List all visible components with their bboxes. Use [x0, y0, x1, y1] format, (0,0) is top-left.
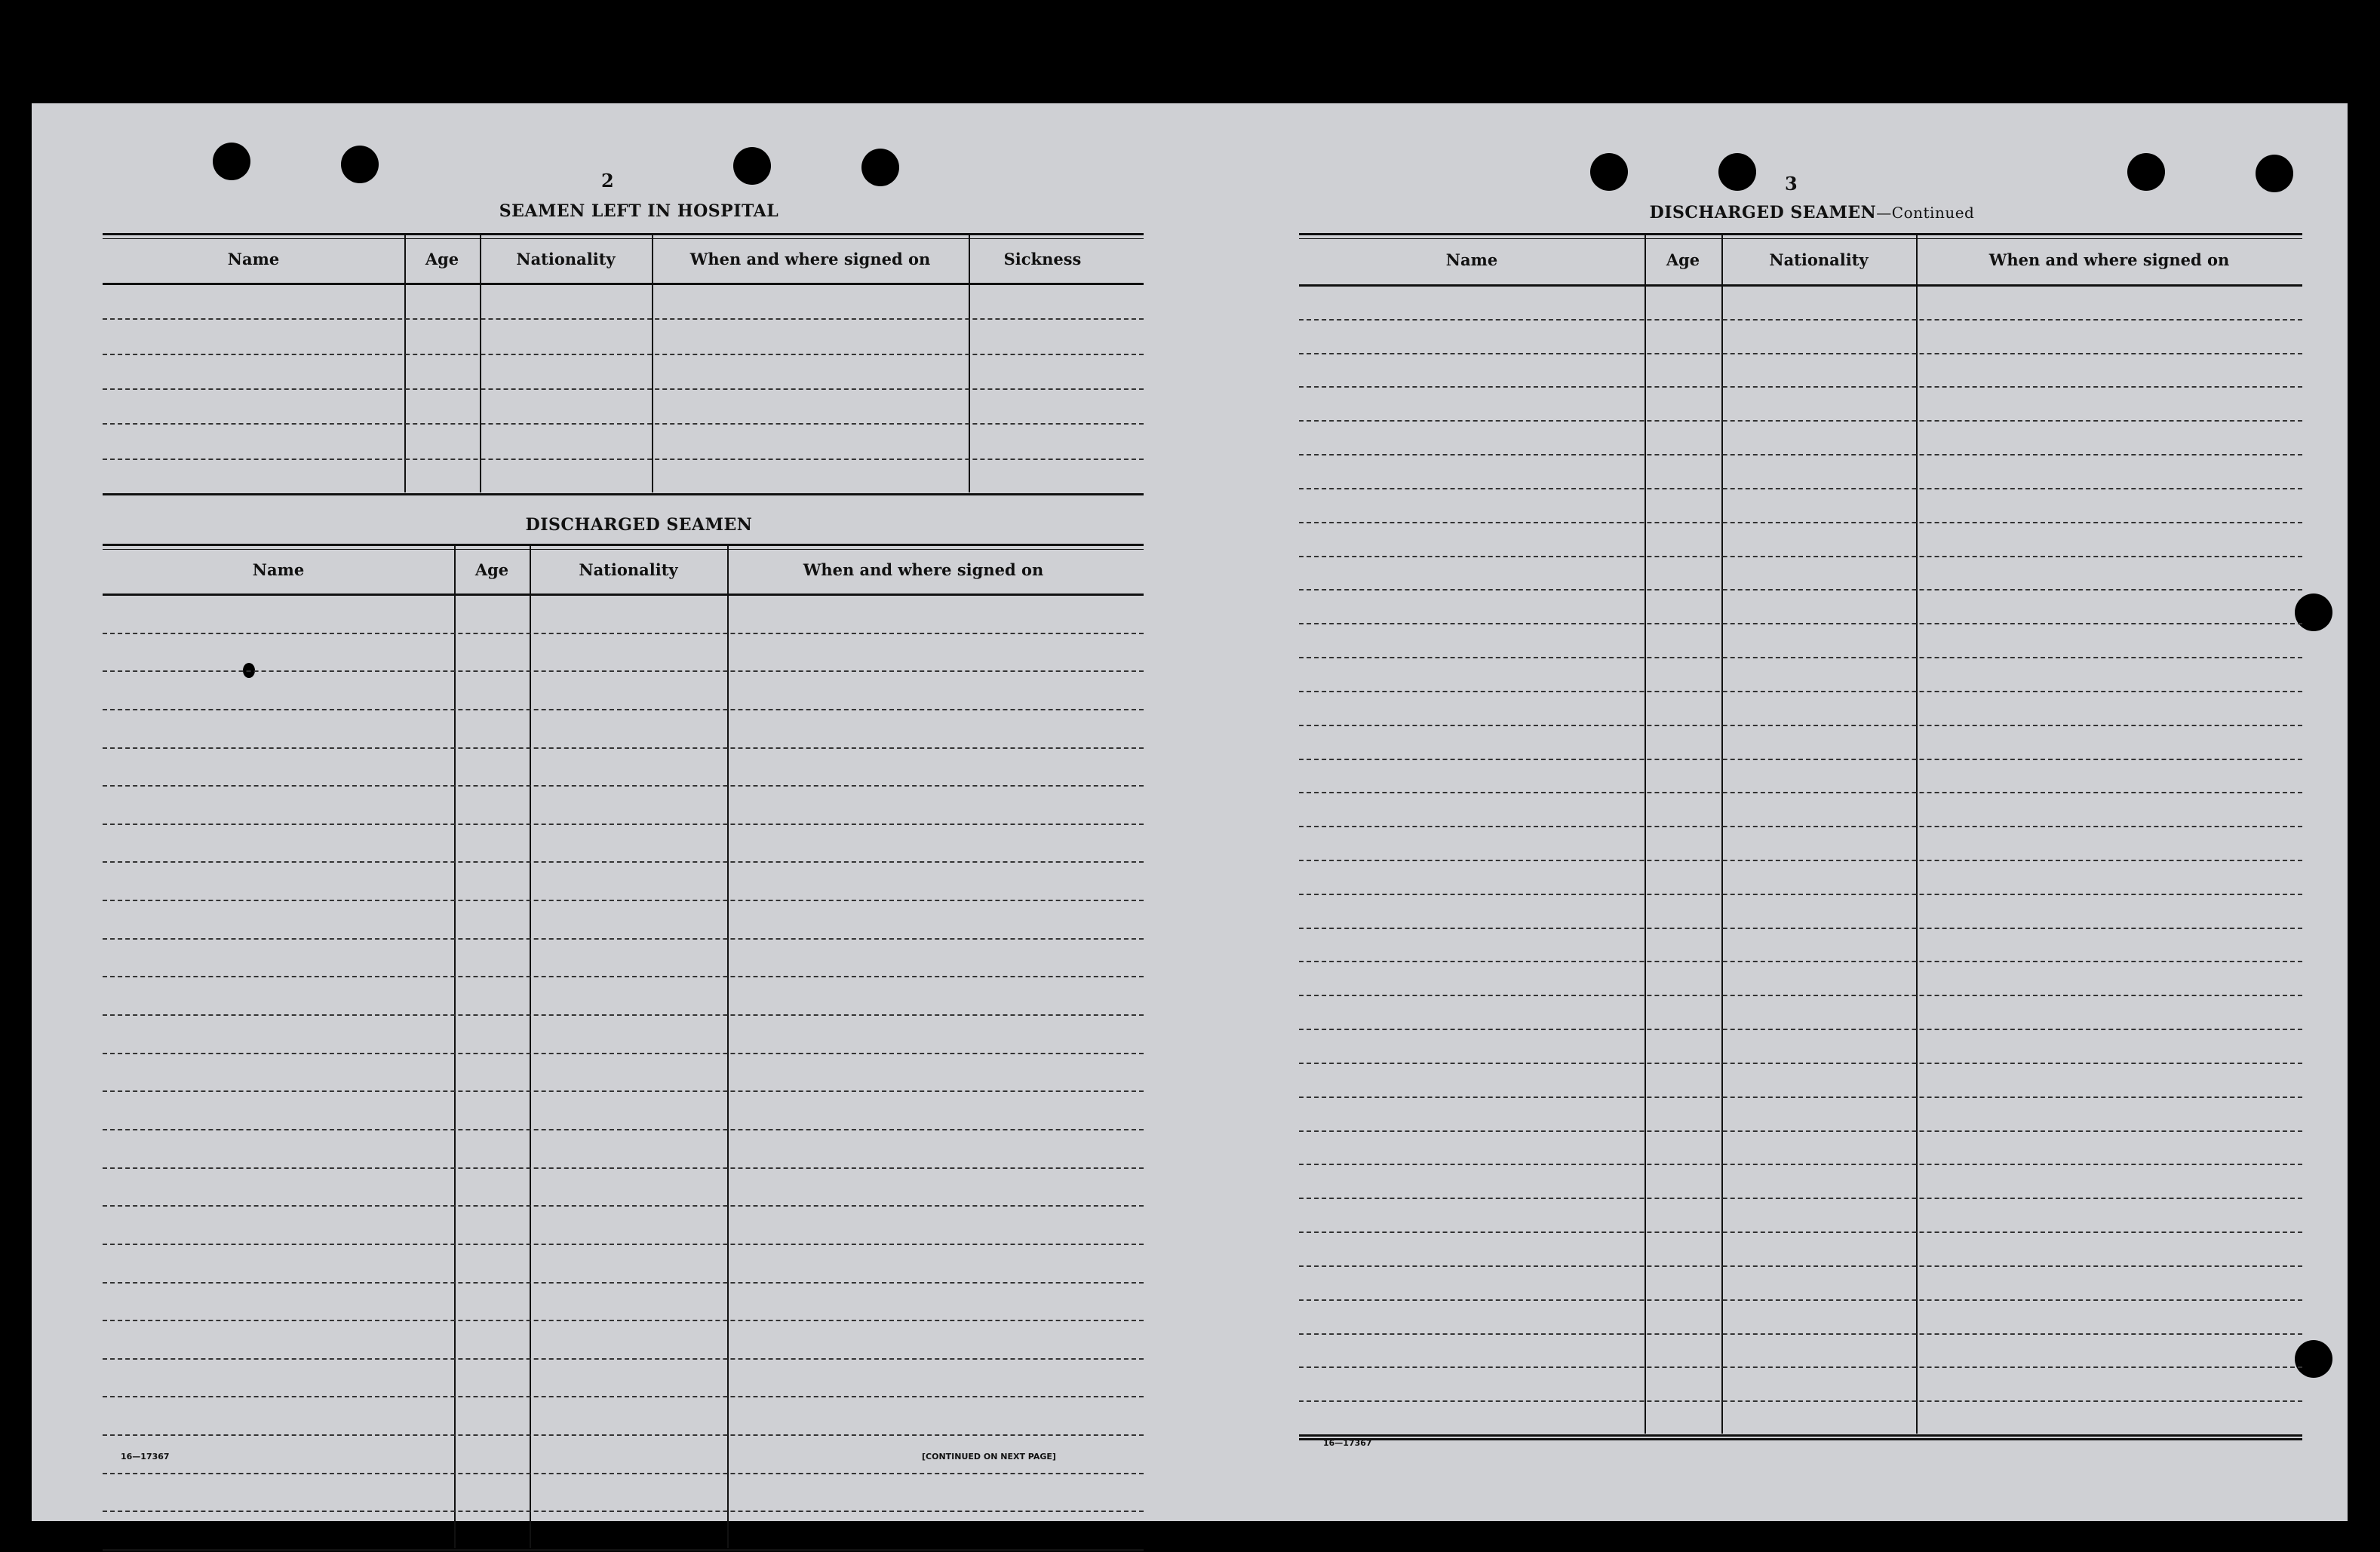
- table-row: [103, 785, 1144, 787]
- discharged-continued-table: [1299, 233, 2302, 1434]
- column-header-age: Age: [425, 250, 459, 268]
- table-row: [1299, 1164, 2302, 1165]
- punch-hole: [1718, 153, 1756, 191]
- column-header-nationality: Nationality: [1769, 250, 1869, 269]
- table-row: [103, 1320, 1144, 1321]
- table-row: [103, 670, 1144, 672]
- table-header: [103, 235, 1144, 285]
- column-divider: [969, 235, 970, 492]
- table-row: [1299, 792, 2302, 793]
- punch-hole: [861, 149, 899, 186]
- table-row: [1299, 860, 2302, 861]
- table-row: [103, 1549, 1144, 1551]
- table-row: [1299, 353, 2302, 354]
- punch-hole: [733, 147, 771, 185]
- table-row: [103, 1473, 1144, 1474]
- table-row: [1299, 589, 2302, 590]
- table-row: [103, 1014, 1144, 1016]
- page-number: 2: [601, 170, 614, 192]
- table-row: [1299, 1231, 2302, 1233]
- title-text: DISCHARGED SEAMEN: [1649, 203, 1877, 222]
- column-header-name: Name: [252, 560, 305, 579]
- table-row: [1299, 995, 2302, 996]
- section-title-discharged-continued: [1299, 203, 2325, 222]
- hospital-table: [103, 233, 1144, 492]
- table-row: [1299, 1299, 2302, 1301]
- table-row: [103, 1282, 1144, 1284]
- table-row: [1299, 454, 2302, 455]
- discharged-table: [103, 544, 1144, 1548]
- table-row: [103, 1129, 1144, 1130]
- table-row: [103, 423, 1144, 425]
- table-row: [1299, 961, 2302, 962]
- table-row: [1299, 1400, 2302, 1402]
- punch-hole: [341, 146, 379, 183]
- right-page: [1193, 103, 2348, 1521]
- form-sheet: [32, 103, 2348, 1521]
- column-header-name: Name: [1445, 250, 1498, 269]
- column-header-nationality: Nationality: [516, 250, 616, 268]
- column-divider: [1916, 235, 1918, 1434]
- table-row: [103, 824, 1144, 825]
- left-page: [32, 103, 1193, 1521]
- table-row: [1299, 1366, 2302, 1368]
- punch-hole: [1590, 153, 1628, 191]
- table-row: [103, 1167, 1144, 1169]
- table-row: [103, 861, 1144, 863]
- table-row: [1299, 691, 2302, 692]
- table-header: [103, 546, 1144, 596]
- table-row: [1299, 928, 2302, 929]
- table-row: [103, 976, 1144, 977]
- table-row: [1299, 1097, 2302, 1098]
- table-row: [103, 1244, 1144, 1245]
- continued-note: [CONTINUED ON NEXT PAGE]: [922, 1452, 1056, 1462]
- punch-hole: [2256, 155, 2293, 192]
- column-header-nationality: Nationality: [579, 560, 678, 579]
- table-row: [103, 1511, 1144, 1512]
- form-number: 16—17367: [1323, 1438, 1372, 1448]
- column-header-name: Name: [227, 250, 280, 268]
- table-row: [103, 747, 1144, 749]
- table-row: [103, 318, 1144, 320]
- table-row: [103, 1358, 1144, 1360]
- table-row: [103, 1053, 1144, 1054]
- table-row: [1299, 1198, 2302, 1199]
- table-row: [103, 1434, 1144, 1436]
- table-row: [1299, 386, 2302, 388]
- table-row: [1299, 1063, 2302, 1064]
- table-row: [1299, 1130, 2302, 1132]
- column-divider: [1645, 235, 1646, 1434]
- column-divider: [530, 546, 531, 1548]
- table-row: [1299, 1029, 2302, 1030]
- column-header-signed-on: When and where signed on: [689, 250, 931, 268]
- table-row: [103, 709, 1144, 710]
- page-number: 3: [1785, 173, 1798, 195]
- table-row: [103, 1205, 1144, 1207]
- table-row: [103, 388, 1144, 390]
- form-number: 16—17367: [121, 1452, 170, 1462]
- table-header: [1299, 235, 2302, 287]
- column-divider: [454, 546, 456, 1548]
- column-header-signed-on: When and where signed on: [803, 560, 1044, 579]
- table-row: [1299, 1434, 2302, 1437]
- section-title-hospital: SEAMEN LEFT IN HOSPITAL: [499, 201, 779, 221]
- table-row: [103, 1090, 1144, 1092]
- title-suffix: —Continued: [1876, 204, 1975, 222]
- table-row: [1299, 759, 2302, 760]
- table-row: [1299, 623, 2302, 624]
- table-row: [103, 493, 1144, 495]
- punch-hole: [213, 143, 250, 180]
- column-header-sickness: Sickness: [1003, 250, 1082, 268]
- table-row: [103, 938, 1144, 940]
- column-divider: [404, 235, 406, 492]
- table-row: [1299, 826, 2302, 827]
- column-divider: [727, 546, 729, 1548]
- column-header-signed-on: When and where signed on: [1988, 250, 2230, 269]
- column-divider: [480, 235, 481, 492]
- section-title-discharged: DISCHARGED SEAMEN: [525, 515, 753, 535]
- table-row: [1299, 725, 2302, 726]
- table-row: [1299, 319, 2302, 321]
- column-divider: [1721, 235, 1723, 1434]
- table-row: [103, 1396, 1144, 1397]
- table-row: [1299, 420, 2302, 422]
- punch-hole: [2127, 153, 2165, 191]
- table-bottom-rule: [1299, 1438, 2302, 1440]
- table-row: [1299, 488, 2302, 489]
- table-row: [103, 459, 1144, 460]
- table-row: [103, 900, 1144, 901]
- table-row: [103, 354, 1144, 355]
- table-row: [1299, 894, 2302, 895]
- table-row: [103, 633, 1144, 634]
- column-header-age: Age: [474, 560, 509, 579]
- table-row: [1299, 657, 2302, 658]
- column-divider: [652, 235, 653, 492]
- table-row: [1299, 1265, 2302, 1267]
- table-row: [1299, 1333, 2302, 1335]
- column-header-age: Age: [1666, 250, 1700, 269]
- table-row: [1299, 556, 2302, 557]
- table-row: [1299, 522, 2302, 523]
